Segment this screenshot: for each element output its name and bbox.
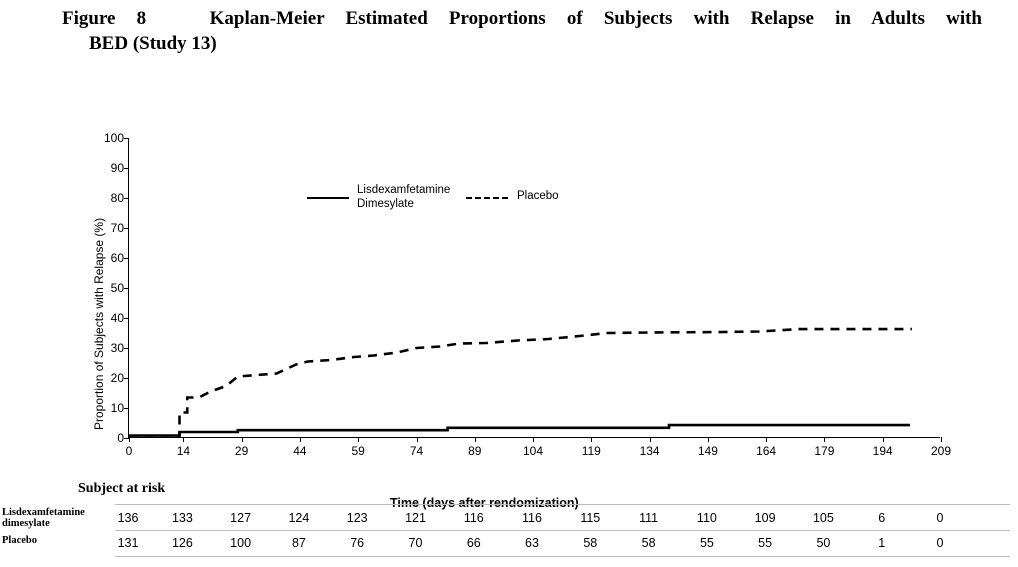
y-tick-label: 40 xyxy=(110,311,124,325)
table-divider xyxy=(115,504,1010,505)
x-tick-label: 194 xyxy=(872,444,893,458)
y-tick-label: 70 xyxy=(110,221,124,235)
legend-swatch-lisdexamfetamine xyxy=(307,197,349,199)
subject-at-risk-table xyxy=(0,478,1018,566)
risk-cell: 50 xyxy=(816,536,831,550)
risk-cell: 55 xyxy=(758,536,773,550)
legend-label-placebo: Placebo xyxy=(517,190,559,202)
x-tick-label: 89 xyxy=(468,444,482,458)
risk-cell: 55 xyxy=(699,536,714,550)
y-tick-label: 80 xyxy=(110,191,124,205)
risk-cell: 6 xyxy=(878,511,886,525)
figure-title-line-1: Kaplan-Meier Estimated Proportions of Subjects with Relapse in Adults with xyxy=(209,8,982,29)
risk-cell: 58 xyxy=(583,536,598,550)
chart-legend xyxy=(307,180,647,214)
x-tick-label: 59 xyxy=(351,444,365,458)
risk-cell: 109 xyxy=(754,511,776,525)
x-tick-label: 164 xyxy=(756,444,777,458)
risk-cell: 63 xyxy=(525,536,539,550)
risk-cell: 126 xyxy=(171,536,193,550)
risk-cell: 111 xyxy=(639,511,659,525)
lisdexamfetamine-curve xyxy=(129,425,910,436)
y-tick-label: 90 xyxy=(110,161,124,175)
y-tick-label: 60 xyxy=(110,251,124,265)
table-divider xyxy=(115,530,1010,531)
risk-row-label-placebo: Placebo xyxy=(2,535,37,546)
x-tick-label: 104 xyxy=(522,444,544,458)
legend-swatch-placebo xyxy=(466,197,508,199)
x-tick-label: 74 xyxy=(409,444,424,458)
risk-cell: 0 xyxy=(936,511,944,525)
risk-cell: 123 xyxy=(346,511,368,525)
risk-cell: 116 xyxy=(463,511,484,525)
x-tick-label: 0 xyxy=(125,444,133,458)
table-divider xyxy=(115,556,1010,557)
risk-cell: 121 xyxy=(405,511,426,525)
figure-title-line-2: BED (Study 13) xyxy=(89,33,217,54)
x-tick-label: 29 xyxy=(234,444,249,458)
y-axis-title: Proportion of Subjects with Relapse (%) xyxy=(92,217,106,430)
x-tick-label: 44 xyxy=(293,444,307,458)
figure-title xyxy=(62,6,982,56)
risk-cell: 0 xyxy=(936,536,944,550)
risk-cell: 110 xyxy=(696,511,717,525)
risk-row-label-lisdexamfetamine: Lisdexamfetamine dimesylate xyxy=(2,507,85,529)
x-tick-label: 179 xyxy=(814,444,835,458)
y-tick-label: 30 xyxy=(110,341,124,355)
legend-label-lisdexamfetamine-line1: Lisdexamfetamine xyxy=(357,184,451,196)
y-tick-label: 0 xyxy=(117,431,124,445)
legend-label-lisdexamfetamine xyxy=(357,183,450,211)
risk-cell: 131 xyxy=(117,536,139,550)
y-tick-label: 10 xyxy=(110,401,124,415)
placebo-curve xyxy=(129,329,912,438)
y-tick-label: 50 xyxy=(110,281,124,295)
x-tick-label: 14 xyxy=(176,444,191,458)
subject-at-risk-heading: Subject at risk xyxy=(78,481,166,496)
legend-label-lisdexamfetamine-line2: Dimesylate xyxy=(357,198,414,210)
risk-cell: 124 xyxy=(288,511,310,525)
x-tick-label: 119 xyxy=(581,444,601,458)
x-tick-label: 209 xyxy=(930,444,952,458)
figure-label: Figure 8 xyxy=(62,8,147,29)
risk-cell: 76 xyxy=(350,536,365,550)
x-tick-mark xyxy=(941,437,942,442)
y-tick-label: 100 xyxy=(103,131,124,145)
risk-cell: 66 xyxy=(466,536,481,550)
risk-cell: 100 xyxy=(230,536,252,550)
risk-cell: 70 xyxy=(408,536,423,550)
risk-cell: 87 xyxy=(291,536,306,550)
risk-cell: 116 xyxy=(522,511,542,525)
risk-cell: 105 xyxy=(812,511,834,525)
risk-cell: 127 xyxy=(230,511,252,525)
risk-cell: 133 xyxy=(171,511,193,525)
kaplan-meier-chart xyxy=(0,100,1018,510)
x-tick-label: 134 xyxy=(639,444,660,458)
risk-cell: 1 xyxy=(878,536,886,550)
risk-cell: 58 xyxy=(641,536,656,550)
x-tick-label: 149 xyxy=(697,444,718,458)
risk-cell: 115 xyxy=(580,511,601,525)
y-tick-label: 20 xyxy=(110,371,124,385)
x-axis-title: Time (days after rendomization) xyxy=(390,496,579,510)
plot-area xyxy=(103,131,952,458)
risk-cell: 136 xyxy=(117,511,139,525)
